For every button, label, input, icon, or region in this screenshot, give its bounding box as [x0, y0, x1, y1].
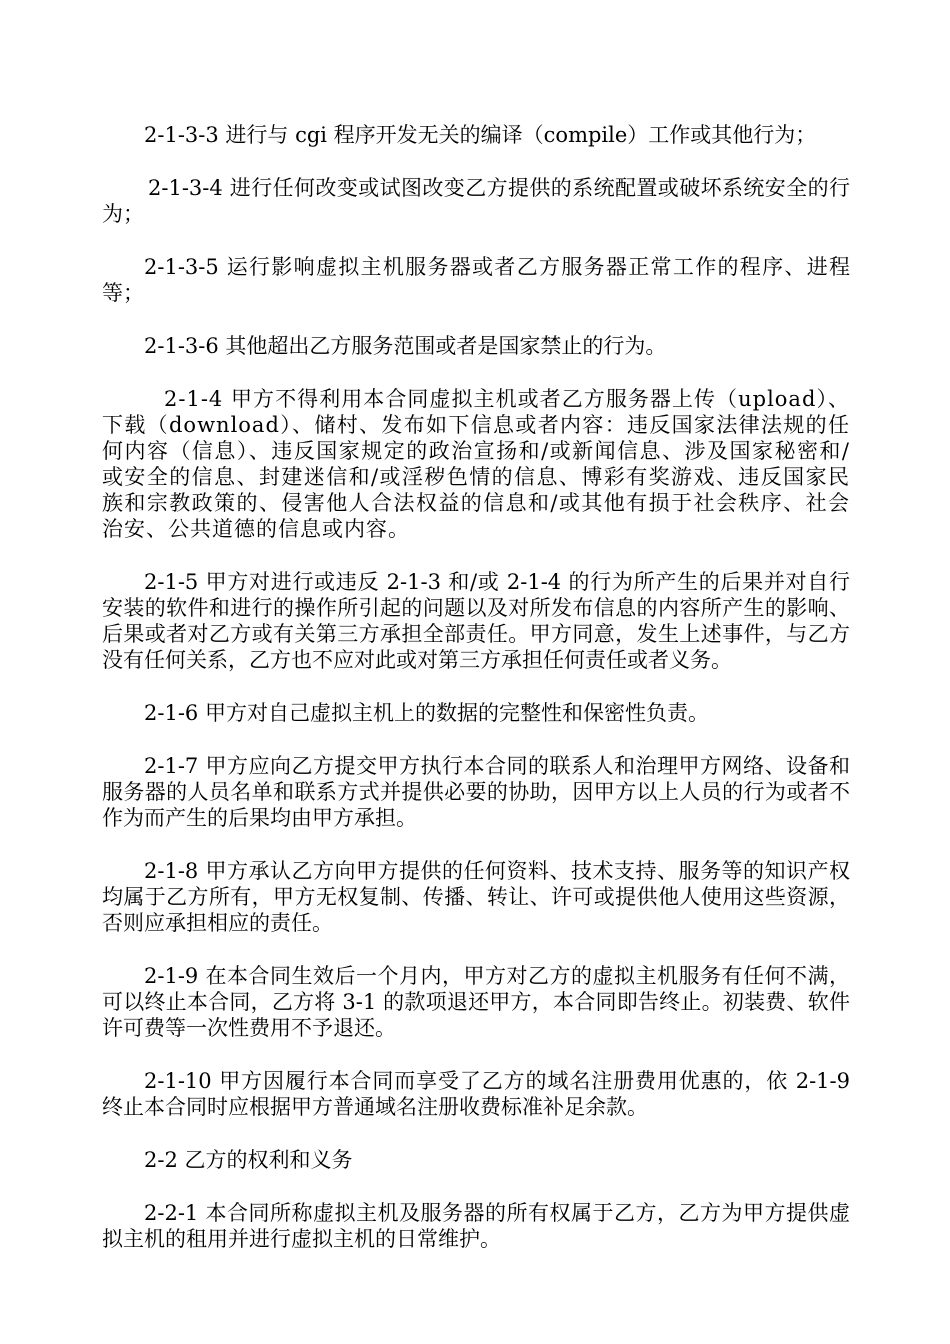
paragraph-2-1-3-5: 2-1-3-5 运行影响虚拟主机服务器或者乙方服务器正常工作的程序、进程等；: [102, 255, 850, 305]
paragraph-2-1-8: 2-1-8 甲方承认乙方向甲方提供的任何资料、技术支持、服务等的知识产权均属于乙方所有，甲方无权复制、传播、转让、许可或提供他人使用这些资源，否则应承担相应的责任。: [102, 859, 850, 935]
paragraph-2-1-3-6: 2-1-3-6 其他超出乙方服务范围或者是国家禁止的行为。: [144, 334, 667, 358]
paragraph-2-1-9: 2-1-9 在本合同生效后一个月内，甲方对乙方的虚拟主机服务有任何不满，可以终止本合同，乙方将 3-1 的款项退还甲方，本合同即告终止。初装费、软件许可费等一次性费用不予退还。: [102, 964, 850, 1040]
section-heading-2-2: 2-2 乙方的权利和义务: [144, 1148, 353, 1172]
paragraph-2-1-10: 2-1-10 甲方因履行本合同而享受了乙方的域名注册费用优惠的，依 2-1-9 终止本合同时应根据甲方普通域名注册收费标准补足余款。: [102, 1069, 850, 1119]
document-page: [102, 122, 850, 1279]
paragraph-2-2-1: 2-2-1 本合同所称虚拟主机及服务器的所有权属于乙方，乙方为甲方提供虚拟主机的租用并进行虚拟主机的日常维护。: [102, 1201, 850, 1251]
paragraph-2-1-5: 2-1-5 甲方对进行或违反 2-1-3 和/或 2-1-4 的行为所产生的后果并对自行安装的软件和进行的操作所引起的问题以及对所发布信息的内容所产生的影响、后果或者对乙方或有关第三方承担全部责任。甲方同意，发生上述事件，与乙方没有任何关系，乙方也不应对此或对第三方承担任何责任或者义务。: [102, 570, 850, 672]
paragraph-2-1-7: 2-1-7 甲方应向乙方提交甲方执行本合同的联系人和治理甲方网络、设备和服务器的人员名单和联系方式并提供必要的协助，因甲方以上人员的行为或者不作为而产生的后果均由甲方承担。: [102, 754, 850, 830]
paragraph-2-1-3-3: 2-1-3-3 进行与 cgi 程序开发无关的编译（compile）工作或其他行为；: [144, 123, 817, 147]
paragraph-2-1-4: 2-1-4 甲方不得利用本合同虚拟主机或者乙方服务器上传（upload）、下载（download）、储村、发布如下信息或者内容：违反国家法律法规的任何内容（信息）、违反国家规定的政治宣扬和/或新闻信息、涉及国家秘密和/或安全的信息、封建迷信和/或淫秽色情的信息、博彩有奖游戏、违反国家民族和宗教政策的、侵害他人合法权益的信息和/或其他有损于社会秩序、社会治安、公共道德的信息或内容。: [102, 387, 850, 541]
paragraph-2-1-6: 2-1-6 甲方对自己虚拟主机上的数据的完整性和保密性负责。: [144, 701, 709, 725]
paragraph-2-1-3-4: 2-1-3-4 进行任何改变或试图改变乙方提供的系统配置或破坏系统安全的行为；: [102, 176, 850, 226]
